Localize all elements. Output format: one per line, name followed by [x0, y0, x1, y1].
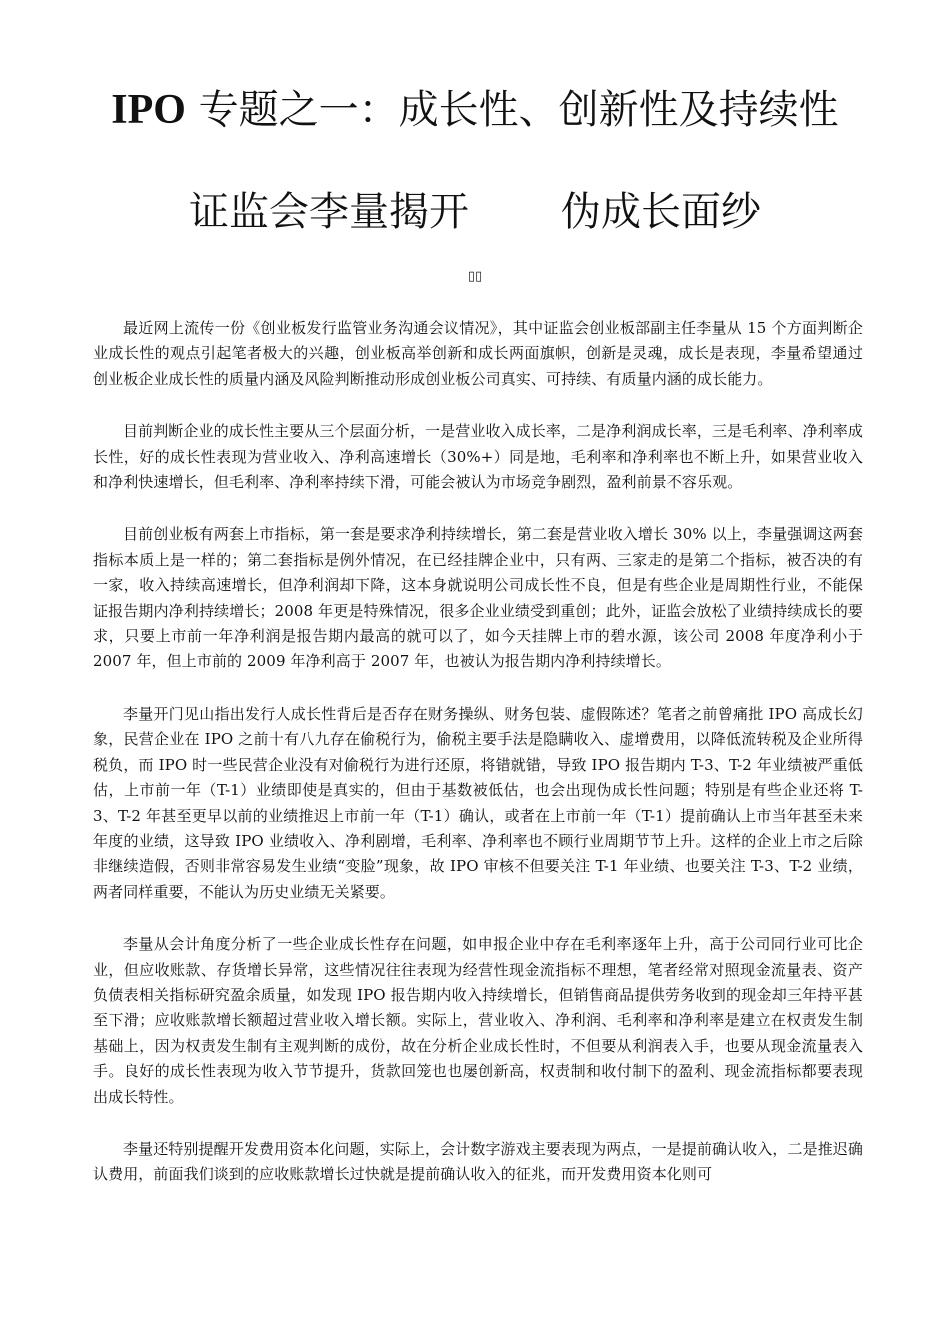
title-prefix: IPO — [111, 87, 186, 133]
document-subtitle — [0, 184, 950, 240]
article-body — [93, 316, 863, 1215]
paragraph-5: 李量从会计角度分析了一些企业成长性存在问题，如申报企业中存在毛利率逐年上升，高于公司同行业可比企业，但应收账款、存货增长异常，这些情况往往表现为经营性现金流指标不理想，笔者经常对照现金流量表、资产负债表相关指标研究盈余质量，如发现 IPO 报告期内收入持续增长，但销售商品提供劳务收到的现金却三年持平甚至下滑；应收账款增长额超过营业收入增长额。实际上，营业收入、净利润、毛利率和净利率是建立在权责发生制基础上，因为权责发生制有主观判断的成份，故在分析企业成长性时，不但要从利润表入手，也要从现金流量表入手。良好的成长性表现为收入节节提升，货款回笼也也屡创新高，权责制和收付制下的盈利、现金流指标都要表现出成长特性。 — [93, 935, 863, 1106]
author-line: ▯▯ — [467, 269, 483, 284]
document-title — [0, 82, 950, 138]
paragraph-6: 李量还特别提醒开发费用资本化问题，实际上，会计数字游戏主要表现为两点，一是提前确认收入，二是推迟确认费用，前面我们谈到的应收账款增长过快就是提前确认收入的征兆，而开发费用资本化则可 — [93, 1139, 863, 1184]
paragraph-2: 目前判断企业的成长性主要从三个层面分析，一是营业收入成长率，二是净利润成长率，三是毛利率、净利率成长性，好的成长性表现为营业收入、净利高速增长（30%+）同是地，毛利率和净利率也不断上升，如果营业收入和净利快速增长，但毛利率、净利率持续下滑，可能会被认为市场竞争剧烈，盈利前景不容乐观。 — [93, 422, 863, 492]
title-text: 专题之一：成长性、创新性及持续性 — [185, 87, 839, 133]
subtitle-right: 伪成长面纱 — [561, 189, 761, 235]
subtitle-left: 证监会李量揭开 — [189, 189, 469, 235]
paragraph-1: 最近网上流传一份《创业板发行监管业务沟通会议情况》，其中证监会创业板部副主任李量从 15 个方面判断企业成长性的观点引起笔者极大的兴趣，创业板高举创新和成长两面旗帜，创新是灵魂，成长是表现，李量希望通过创业板企业成长性的质量内涵及风险判断推动形成创业板公司真实、可持续、有质量内涵的成长能力。 — [93, 319, 863, 388]
paragraph-4: 李量开门见山指出发行人成长性背后是否存在财务操纵、财务包装、虚假陈述？笔者之前曾痛批 IPO 高成长幻象，民营企业在 IPO 之前十有八九存在偷税行为，偷税主要手法是隐瞒收入、虚增费用，以降低流转税及企业所得税负，而 IPO 时一些民营企业没有对偷税行为进行还原，将错就错，导致 IPO 报告期内 T-3、T-2 年业绩被严重低估，上市前一年（T-1）业绩即使是真实的，但由于基数被低估，也会出现伪成长性问题；特别是有些企业还将 T-3、T-2 年甚至更早以前的业绩推迟上市前一年（T-1）确认，或者在上市前一年（T-1）提前确认上市当年甚至未来年度的业绩，这导致 IPO 业绩收入、净利剧增，毛利率、净利率也不顾行业周期节节上升。这样的企业上市之后除非继续造假，否则非常容易发生业绩“变脸”现象，故 IPO 审核不但要关注 T-1 年业绩、也要关注 T-3、T-2 业绩，两者同样重要，不能认为历史业绩无关紧要。 — [93, 704, 864, 901]
paragraph-3: 目前创业板有两套上市指标，第一套是要求净利持续增长，第二套是营业收入增长 30% 以上，李量强调这两套指标本质上是一样的；第二套指标是例外情况，在已经挂牌企业中，只有两、三家走的是第二个指标，被否决的有一家，收入持续高速增长，但净利润却下降，这本身就说明公司成长性不良，但是有些企业是周期性行业，不能保证报告期内净利持续增长；2008 年更是特殊情况，很多企业业绩受到重创；此外，证监会放松了业绩持续成长的要求，只要上市前一年净利润是报告期内最高的就可以了，如今天挂牌上市的碧水源，该公司 2008 年度净利小于 2007 年，但上市前的 2009 年净利高于 2007 年，也被认为报告期内净利持续增长。 — [93, 525, 863, 671]
